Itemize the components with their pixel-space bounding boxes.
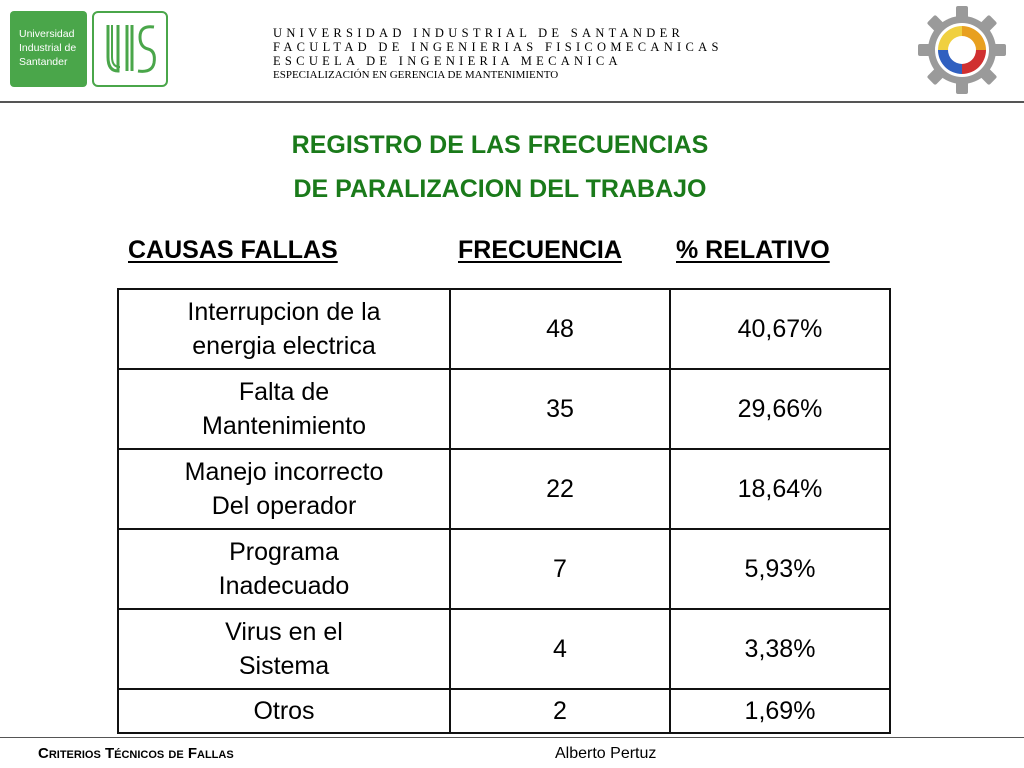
university-logo-text: [10, 11, 87, 87]
logo-line: Santander: [19, 56, 68, 68]
column-header-causes: CAUSAS FALLAS: [128, 236, 338, 264]
cause-cell: [118, 529, 450, 609]
frequency-cell: 22: [450, 449, 670, 529]
frequency-cell: 2: [450, 689, 670, 733]
header-specialization: ESPECIALIZACIÓN EN GERENCIA DE MANTENIMIENTO: [273, 69, 559, 81]
failure-frequency-table: [117, 288, 891, 734]
cause-text-line: Mantenimiento: [202, 412, 366, 440]
logo-line: Universidad: [19, 28, 75, 40]
relative-cell: 3,38%: [670, 609, 890, 689]
cause-text-line: Sistema: [238, 652, 330, 680]
cause-cell: [118, 609, 450, 689]
footer-course-title: Criterios Técnicos de Fallas: [38, 745, 234, 762]
table-row: [118, 609, 890, 689]
cause-text-line: Inadecuado: [218, 572, 350, 600]
column-header-relative: % RELATIVO: [676, 236, 830, 264]
header-school: ESCUELA DE INGENIERIA MECANICA: [273, 54, 622, 68]
cause-text-line: Virus en el: [225, 618, 343, 646]
cause-cell: [118, 449, 450, 529]
cause-text-line: Programa: [229, 538, 339, 566]
header-university: UNIVERSIDAD INDUSTRIAL DE SANTANDER: [273, 26, 685, 40]
logo-line: Industrial de: [19, 42, 77, 54]
page-title-line2: DE PARALIZACION DEL TRABAJO: [293, 175, 707, 203]
column-header-frequency: FRECUENCIA: [458, 236, 622, 264]
table-row: [118, 289, 890, 369]
relative-cell: 40,67%: [670, 289, 890, 369]
header-divider: [0, 101, 1024, 103]
relative-cell: 29,66%: [670, 369, 890, 449]
frequency-cell: 48: [450, 289, 670, 369]
relative-cell: 5,93%: [670, 529, 890, 609]
cause-text-line: Manejo incorrecto: [184, 458, 384, 486]
header-faculty: FACULTAD DE INGENIERIAS FISICOMECANICAS: [273, 40, 723, 54]
cause-text-line: energia electrica: [192, 332, 376, 360]
gear-spiral-logo-icon: [916, 4, 1008, 96]
relative-cell: 1,69%: [670, 689, 890, 733]
table-row: [118, 369, 890, 449]
institution-header: [273, 26, 723, 82]
table-row: [118, 689, 890, 733]
table-row: [118, 449, 890, 529]
cause-cell: [118, 369, 450, 449]
table-row: [118, 529, 890, 609]
page-title-line1: REGISTRO DE LAS FRECUENCIAS: [291, 131, 709, 159]
uis-logo-mark: [92, 11, 168, 87]
cause-text-line: Interrupcion de la: [187, 298, 381, 326]
cause-text-line: Del operador: [211, 492, 357, 520]
relative-cell: 18,64%: [670, 449, 890, 529]
cause-cell: [118, 689, 450, 733]
frequency-cell: 4: [450, 609, 670, 689]
cause-cell: [118, 289, 450, 369]
cause-text-line: Falta de: [238, 378, 330, 406]
footer-divider: [0, 737, 1024, 738]
footer-author: Alberto Pertuz: [555, 745, 657, 762]
frequency-cell: 7: [450, 529, 670, 609]
cause-text-line: Otros: [253, 697, 315, 725]
frequency-cell: 35: [450, 369, 670, 449]
